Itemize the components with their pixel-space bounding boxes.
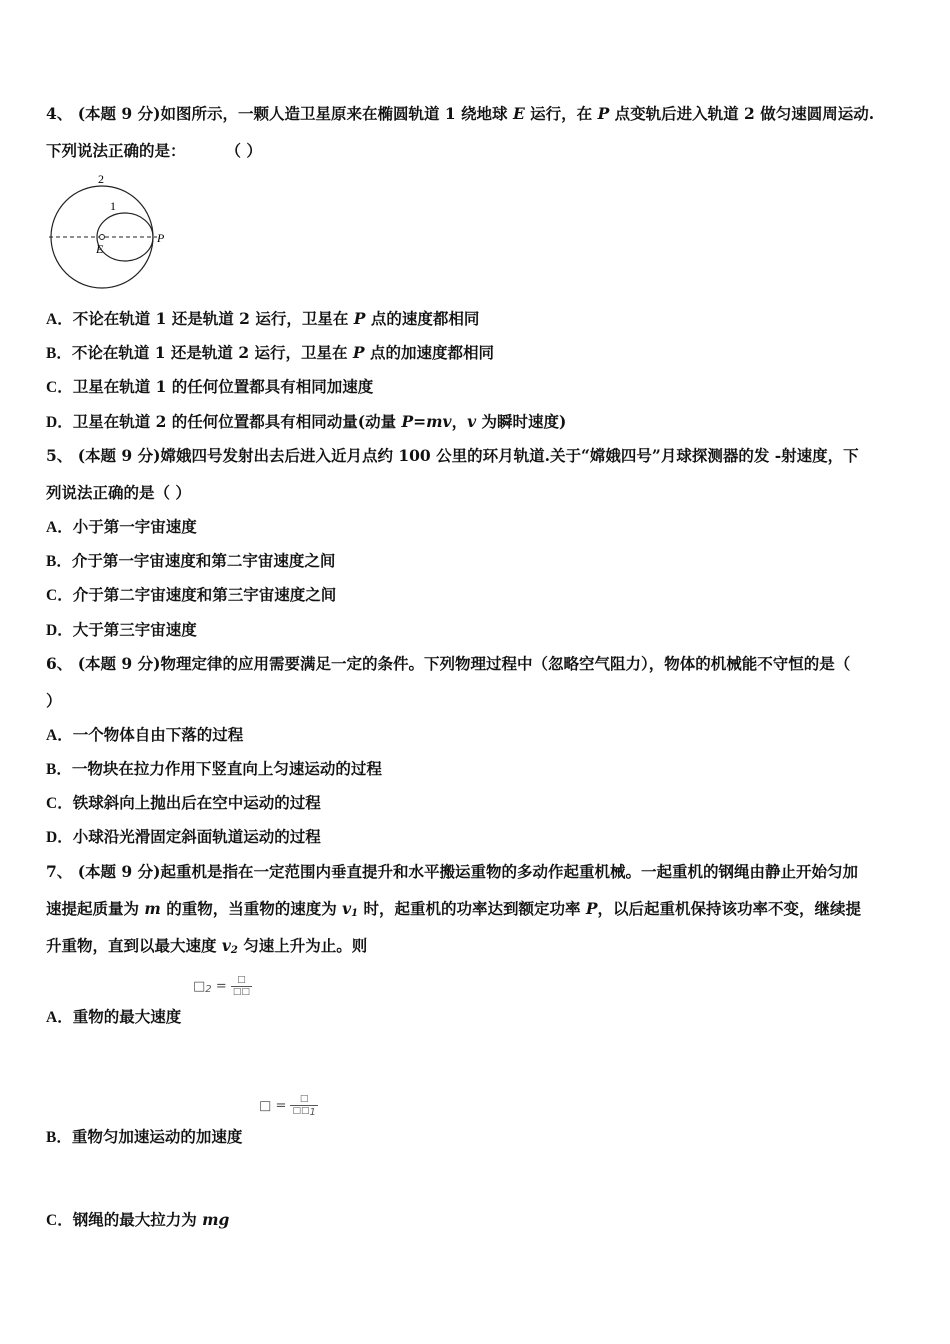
formula-symbol: □ (193, 979, 206, 994)
q7-stem-text: 的重物，当重物的速度为 (160, 899, 343, 918)
option-text: 钢绳的最大拉力为 (72, 1210, 203, 1229)
subscript-1: 1 (351, 908, 359, 919)
q6-option-b (46, 757, 382, 779)
option-label: B． (46, 761, 72, 778)
option-label: C． (46, 379, 73, 396)
symbol-P: P (585, 899, 598, 918)
q6-stem-line2 (46, 689, 62, 711)
formula-equals: = (275, 1098, 287, 1114)
orbit-diagram (44, 170, 174, 295)
formula-fraction (231, 975, 252, 998)
q4-stem-text-b: 运行，在 (524, 104, 598, 123)
symbol-P: P (353, 309, 366, 328)
symbol-v2: v (221, 936, 231, 955)
q7-stem-text: 速提起质量为 (46, 899, 145, 918)
option-label: C． (46, 1212, 73, 1229)
q7-number: 7、 (46, 862, 73, 881)
label-orbit-2: 2 (98, 172, 104, 186)
q4-stem-text-2: 下列说法正确的是： (46, 141, 186, 160)
q7-stem-text: 起重机是指在一定范围内垂直提升和水平搬运重物的多动作起重机械。一起重机的钢绳由静止开始匀加 (160, 862, 858, 881)
q6-option-d (46, 825, 321, 847)
option-text: 重物的最大速度 (72, 1007, 182, 1026)
formula-fraction (290, 1094, 317, 1118)
fraction-denominator: □□ (232, 987, 250, 997)
q6-option-c (46, 791, 321, 813)
formula-acceleration (259, 1094, 318, 1118)
q7-stem-text: 匀速上升为止。则 (237, 936, 368, 955)
q6-option-a (46, 723, 243, 745)
option-text: 卫星在轨道 2 的任何位置都具有相同动量(动量 (72, 412, 402, 431)
q6-points: (本题 9 分) (77, 654, 161, 673)
q7-option-a (46, 1005, 181, 1027)
option-text: 小于第一宇宙速度 (72, 517, 197, 536)
option-text: 点的速度都相同 (365, 309, 480, 328)
option-text: 介于第一宇宙速度和第二宇宙速度之间 (71, 551, 336, 570)
q4-stem-line1 (46, 102, 874, 124)
q5-number: 5、 (46, 446, 73, 465)
option-text: 一个物体自由下落的过程 (72, 725, 244, 744)
option-label: A． (46, 311, 73, 328)
q4-option-d (46, 410, 566, 432)
option-label: B． (46, 345, 72, 362)
label-P: P (157, 231, 165, 245)
option-text: 不论在轨道 1 还是轨道 2 运行，卫星在 (72, 309, 354, 328)
q5-option-c (46, 583, 336, 605)
option-text: 卫星在轨道 1 的任何位置都具有相同加速度 (72, 377, 374, 396)
formula-max-velocity (193, 975, 252, 998)
subscript-2: 2 (230, 945, 238, 956)
q4-points: (本题 9 分) (77, 104, 161, 123)
denominator-text: □□ (292, 1106, 310, 1116)
option-text: 点的加速度都相同 (364, 343, 494, 362)
label-E: E (96, 242, 104, 256)
q7-stem-text: 升重物，直到以最大速度 (46, 936, 222, 955)
q7-stem-text: ，以后起重机保持该功率不变，继续提 (597, 899, 862, 918)
option-text: 不论在轨道 1 还是轨道 2 运行，卫星在 (71, 343, 353, 362)
option-label: C． (46, 587, 73, 604)
fraction-denominator (290, 1106, 317, 1118)
option-text: 介于第二宇宙速度和第三宇宙速度之间 (72, 585, 337, 604)
option-label: B． (46, 553, 72, 570)
q5-option-b (46, 549, 335, 571)
q7-stem-line1 (46, 860, 858, 882)
symbol-mg: mg (202, 1210, 230, 1229)
denominator-subscript: 1 (309, 1107, 316, 1118)
symbol-v1: v (342, 899, 352, 918)
q7-stem-line2 (46, 897, 861, 919)
formula-equals: = (215, 979, 227, 994)
option-text: 小球沿光滑固定斜面轨道运动的过程 (72, 827, 321, 846)
q4-symbol-P: P (597, 104, 610, 123)
q5-option-d (46, 618, 197, 640)
fraction-numerator: □ (290, 1094, 317, 1106)
q4-stem-text-a: 如图所示，一颗人造卫星原来在椭圆轨道 1 绕地球 (160, 104, 513, 123)
formula-subscript: 2 (205, 984, 212, 995)
q7-option-c (46, 1208, 229, 1230)
symbol-v: v (467, 412, 477, 431)
fraction-numerator: □ (231, 975, 252, 987)
q5-stem-line2 (46, 481, 191, 503)
q5-stem-line1 (46, 444, 859, 466)
q4-option-c (46, 375, 373, 397)
q5-points: (本题 9 分) (77, 446, 161, 465)
q4-number: 4、 (46, 104, 73, 123)
q4-option-a (46, 307, 479, 329)
q7-stem-text: 时，起重机的功率达到额定功率 (358, 899, 586, 918)
q6-stem-text-2: ） (46, 691, 62, 710)
option-text: 重物匀加速运动的加速度 (71, 1127, 243, 1146)
option-label: A． (46, 519, 73, 536)
q6-stem-text: 物理定律的应用需要满足一定的条件。下列物理过程中（忽略空气阻力），物体的机械能不守恒的是（ (160, 654, 851, 673)
q5-option-a (46, 515, 197, 537)
q4-option-b (46, 341, 494, 363)
label-orbit-1: 1 (110, 199, 116, 213)
option-label: B． (46, 1129, 72, 1146)
option-text: 大于第三宇宙速度 (72, 620, 197, 639)
q7-option-b (46, 1125, 242, 1147)
q4-stem-line2 (46, 139, 262, 161)
symbol-m: m (144, 899, 161, 918)
symbol-P: P (352, 343, 365, 362)
q6-number: 6、 (46, 654, 73, 673)
option-text: ， (451, 412, 468, 431)
option-label: A． (46, 1009, 73, 1026)
formula-symbol: □ (259, 1098, 272, 1114)
q4-stem-text-c: 点变轨后进入轨道 2 做匀速圆周运动. (609, 104, 875, 123)
option-label: A． (46, 727, 73, 744)
option-text: 一物块在拉力作用下竖直向上匀速运动的过程 (71, 759, 382, 778)
formula-momentum: P=mv (401, 412, 452, 431)
option-label: D． (46, 622, 73, 639)
option-text: 为瞬时速度) (476, 412, 567, 431)
q5-stem-text-2: 列说法正确的是（ ） (46, 483, 191, 502)
option-text: 铁球斜向上抛出后在空中运动的过程 (72, 793, 321, 812)
q7-points: (本题 9 分) (77, 862, 161, 881)
option-label: D． (46, 829, 73, 846)
q4-symbol-E: E (512, 104, 525, 123)
q5-stem-text: 嫦娥四号发射出去后进入近月点约 100 公里的环月轨道.关于“嫦娥四号”月球探测器的发 -射速度，下 (160, 446, 859, 465)
q7-stem-line3 (46, 934, 367, 956)
q4-answer-blank: （ ） (225, 141, 262, 160)
q6-stem-line1 (46, 652, 850, 674)
earth-dot (100, 235, 105, 240)
option-label: C． (46, 795, 73, 812)
option-label: D． (46, 414, 73, 431)
